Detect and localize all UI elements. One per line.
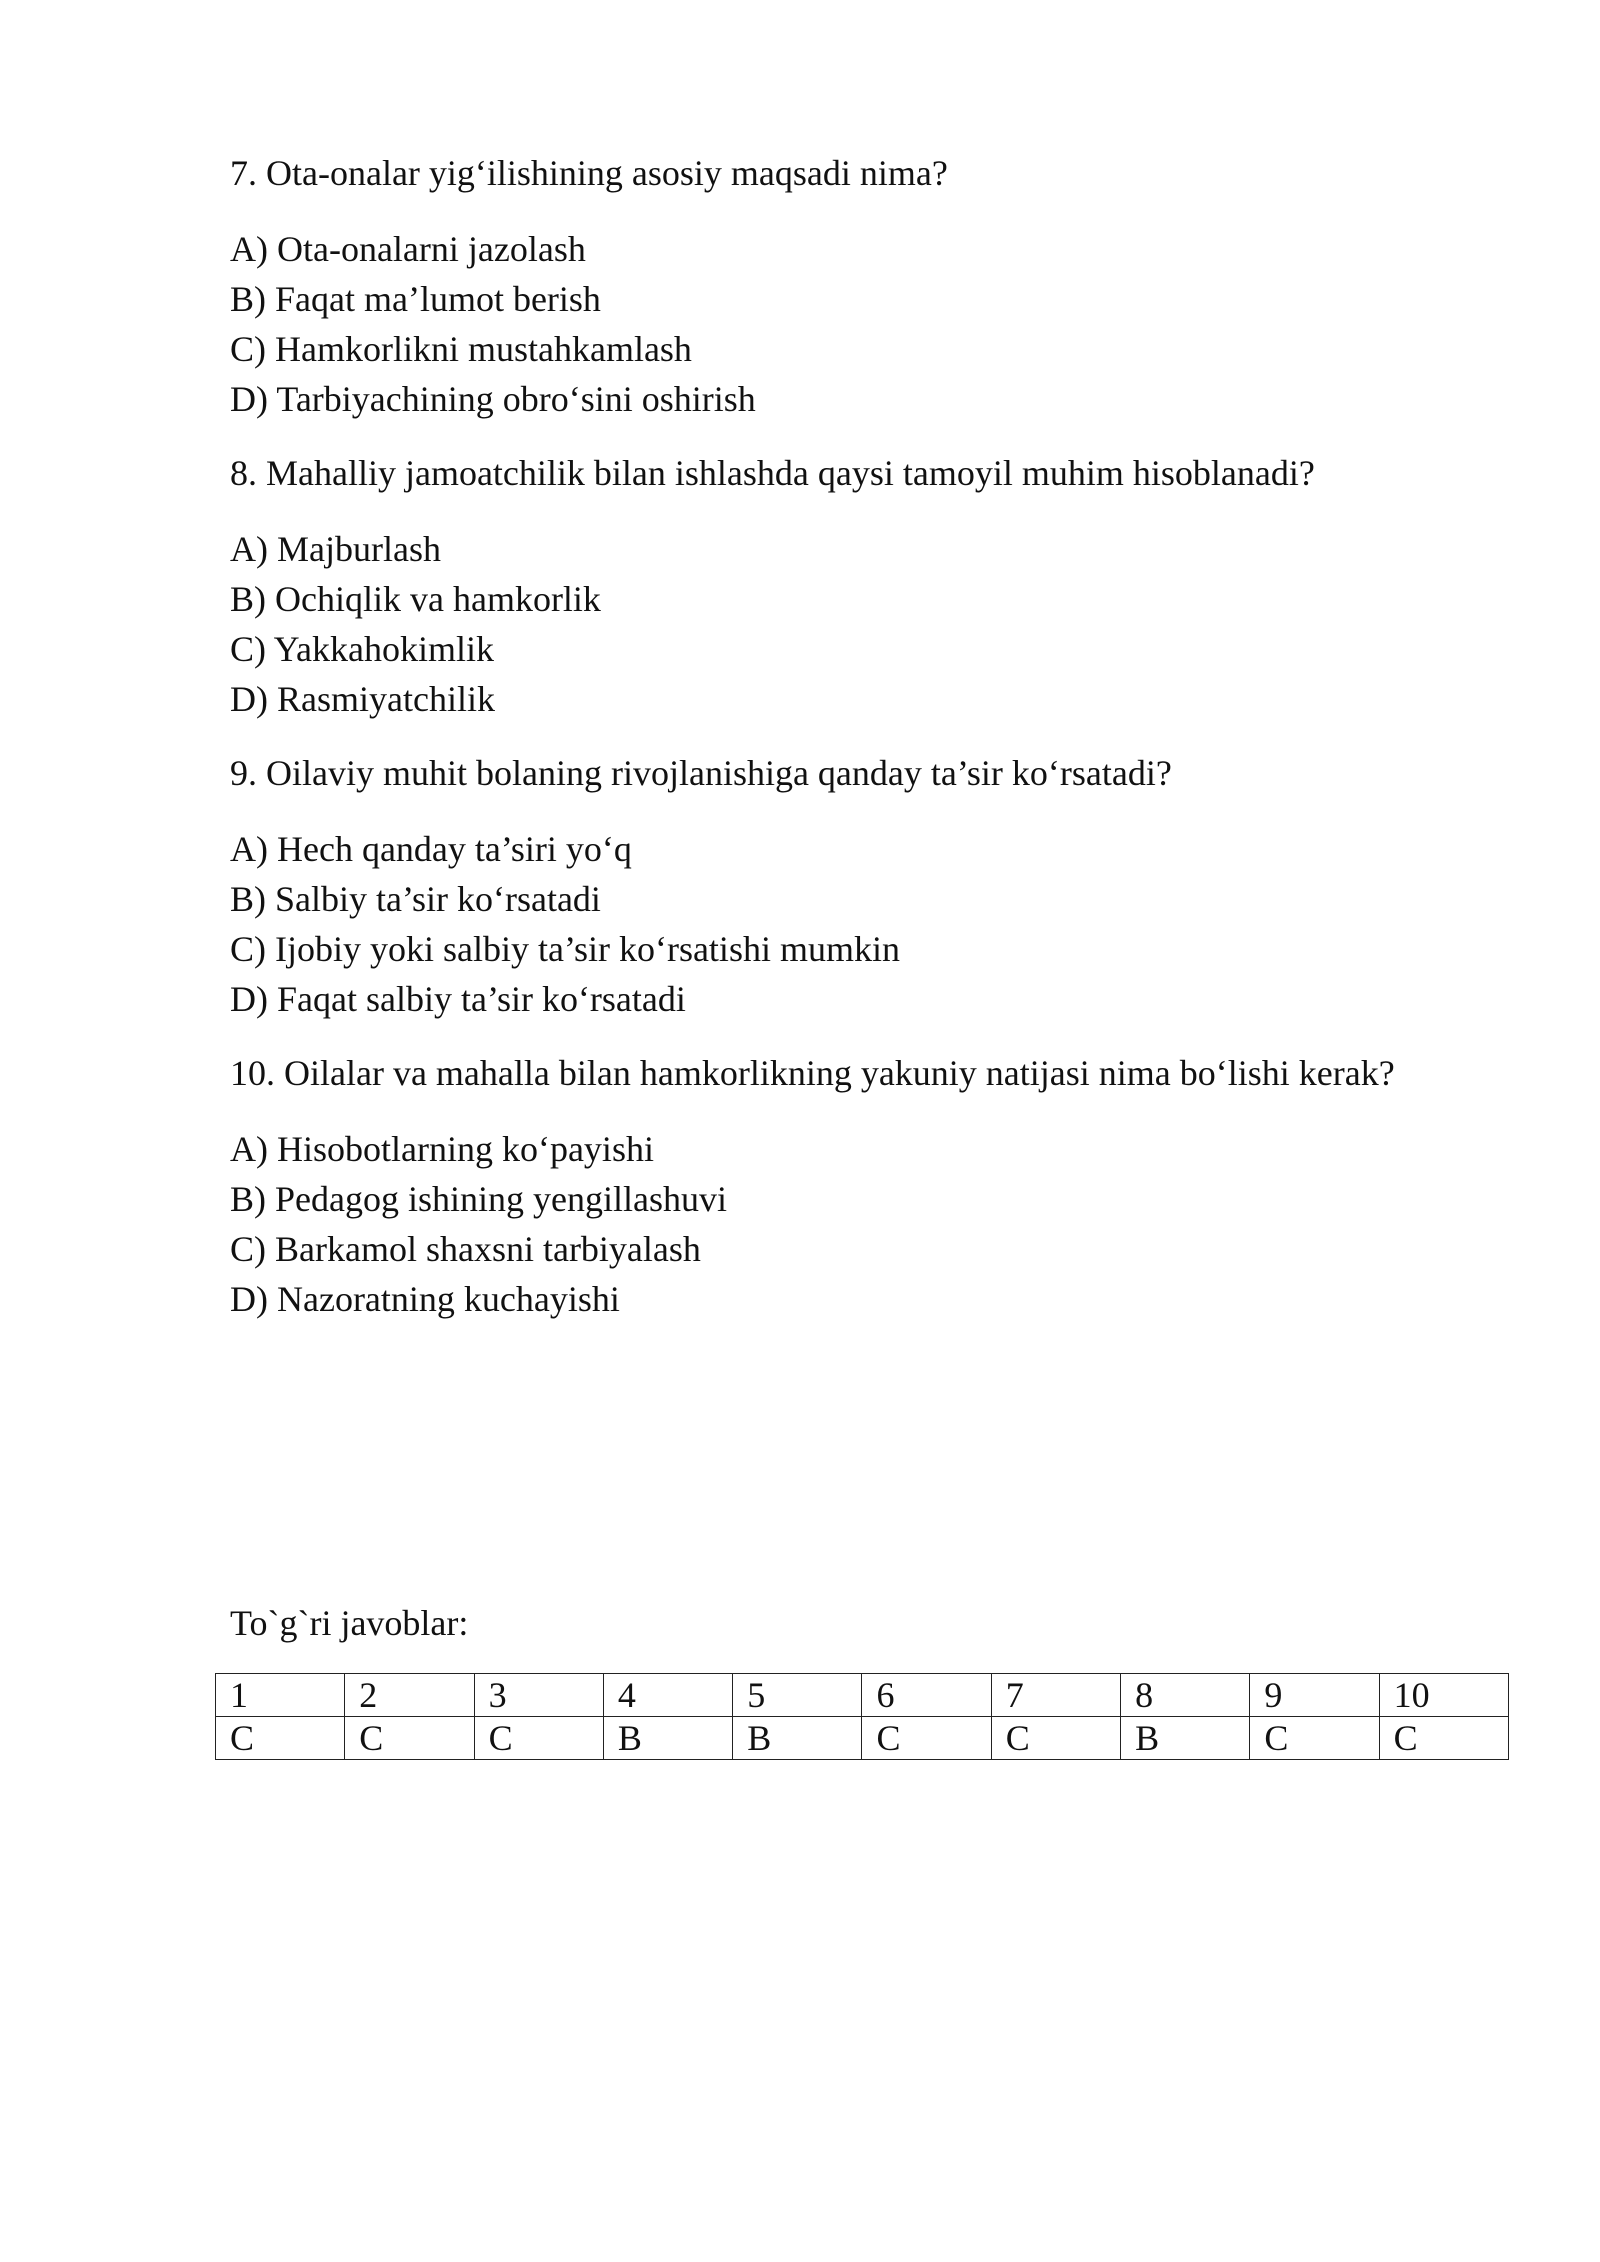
option-c: C) Yakkahokimlik bbox=[230, 629, 495, 669]
answer-letter-cell: C bbox=[1379, 1717, 1508, 1760]
answer-number-cell: 5 bbox=[733, 1674, 862, 1717]
option-b: B) Salbiy ta’sir ko‘rsatadi bbox=[230, 879, 601, 919]
answer-number-cell: 2 bbox=[345, 1674, 474, 1717]
answer-letter-cell: C bbox=[216, 1717, 345, 1760]
options-list bbox=[230, 224, 1530, 424]
option-b: B) Ochiqlik va hamkorlik bbox=[230, 579, 601, 619]
answer-letter-cell: C bbox=[474, 1717, 603, 1760]
option-a: A) Hisobotlarning ko‘payishi bbox=[230, 1129, 654, 1169]
answer-number-cell: 9 bbox=[1250, 1674, 1379, 1717]
option-c: C) Hamkorlikni mustahkamlash bbox=[230, 329, 692, 369]
option-b: B) Pedagog ishining yengillashuvi bbox=[230, 1179, 727, 1219]
answer-letter-cell: C bbox=[1250, 1717, 1379, 1760]
option-d: D) Rasmiyatchilik bbox=[230, 679, 495, 719]
options-list bbox=[230, 524, 1530, 724]
option-a: A) Ota-onalarni jazolash bbox=[230, 229, 586, 269]
answer-number-cell: 10 bbox=[1379, 1674, 1508, 1717]
question-text: 7. Ota-onalar yig‘ilishining asosiy maqsadi nima? bbox=[230, 153, 948, 193]
answers-number-row bbox=[216, 1674, 1509, 1717]
option-c: C) Ijobiy yoki salbiy ta’sir ko‘rsatishi mumkin bbox=[230, 929, 900, 969]
question-block-8 bbox=[230, 448, 1530, 724]
option-d: D) Nazoratning kuchayishi bbox=[230, 1279, 620, 1319]
option-d: D) Faqat salbiy ta’sir ko‘rsatadi bbox=[230, 979, 686, 1019]
question-text: 8. Mahalliy jamoatchilik bilan ishlashda qaysi tamoyil muhim hisoblanadi? bbox=[230, 453, 1315, 493]
answer-letter-cell: B bbox=[733, 1717, 862, 1760]
answer-letter-cell: B bbox=[1121, 1717, 1250, 1760]
question-block-7 bbox=[230, 148, 1530, 424]
answer-number-cell: 3 bbox=[474, 1674, 603, 1717]
answer-letter-cell: C bbox=[862, 1717, 991, 1760]
option-a: A) Hech qanday ta’siri yo‘q bbox=[230, 829, 632, 869]
answers-letter-row bbox=[216, 1717, 1509, 1760]
answer-letter-cell: C bbox=[345, 1717, 474, 1760]
answer-letter-cell: B bbox=[603, 1717, 732, 1760]
answer-number-cell: 8 bbox=[1121, 1674, 1250, 1717]
answers-title: To`g`ri javoblar: bbox=[230, 1603, 469, 1643]
question-block-9 bbox=[230, 748, 1530, 1024]
answer-letter-cell: C bbox=[991, 1717, 1120, 1760]
question-text: 9. Oilaviy muhit bolaning rivojlanishiga qanday ta’sir ko‘rsatadi? bbox=[230, 753, 1172, 793]
question-block-10 bbox=[230, 1048, 1530, 1324]
answers-table bbox=[215, 1673, 1509, 1760]
options-list bbox=[230, 824, 1530, 1024]
option-c: C) Barkamol shaxsni tarbiyalash bbox=[230, 1229, 701, 1269]
option-d: D) Tarbiyachining obro‘sini oshirish bbox=[230, 379, 756, 419]
answer-number-cell: 6 bbox=[862, 1674, 991, 1717]
questions-section bbox=[230, 148, 1530, 1348]
option-a: A) Majburlash bbox=[230, 529, 441, 569]
question-text: 10. Oilalar va mahalla bilan hamkorlikning yakuniy natijasi nima bo‘lishi kerak? bbox=[230, 1053, 1395, 1093]
options-list bbox=[230, 1124, 1530, 1324]
option-b: B) Faqat ma’lumot berish bbox=[230, 279, 601, 319]
answer-number-cell: 4 bbox=[603, 1674, 732, 1717]
answer-number-cell: 7 bbox=[991, 1674, 1120, 1717]
answer-number-cell: 1 bbox=[216, 1674, 345, 1717]
